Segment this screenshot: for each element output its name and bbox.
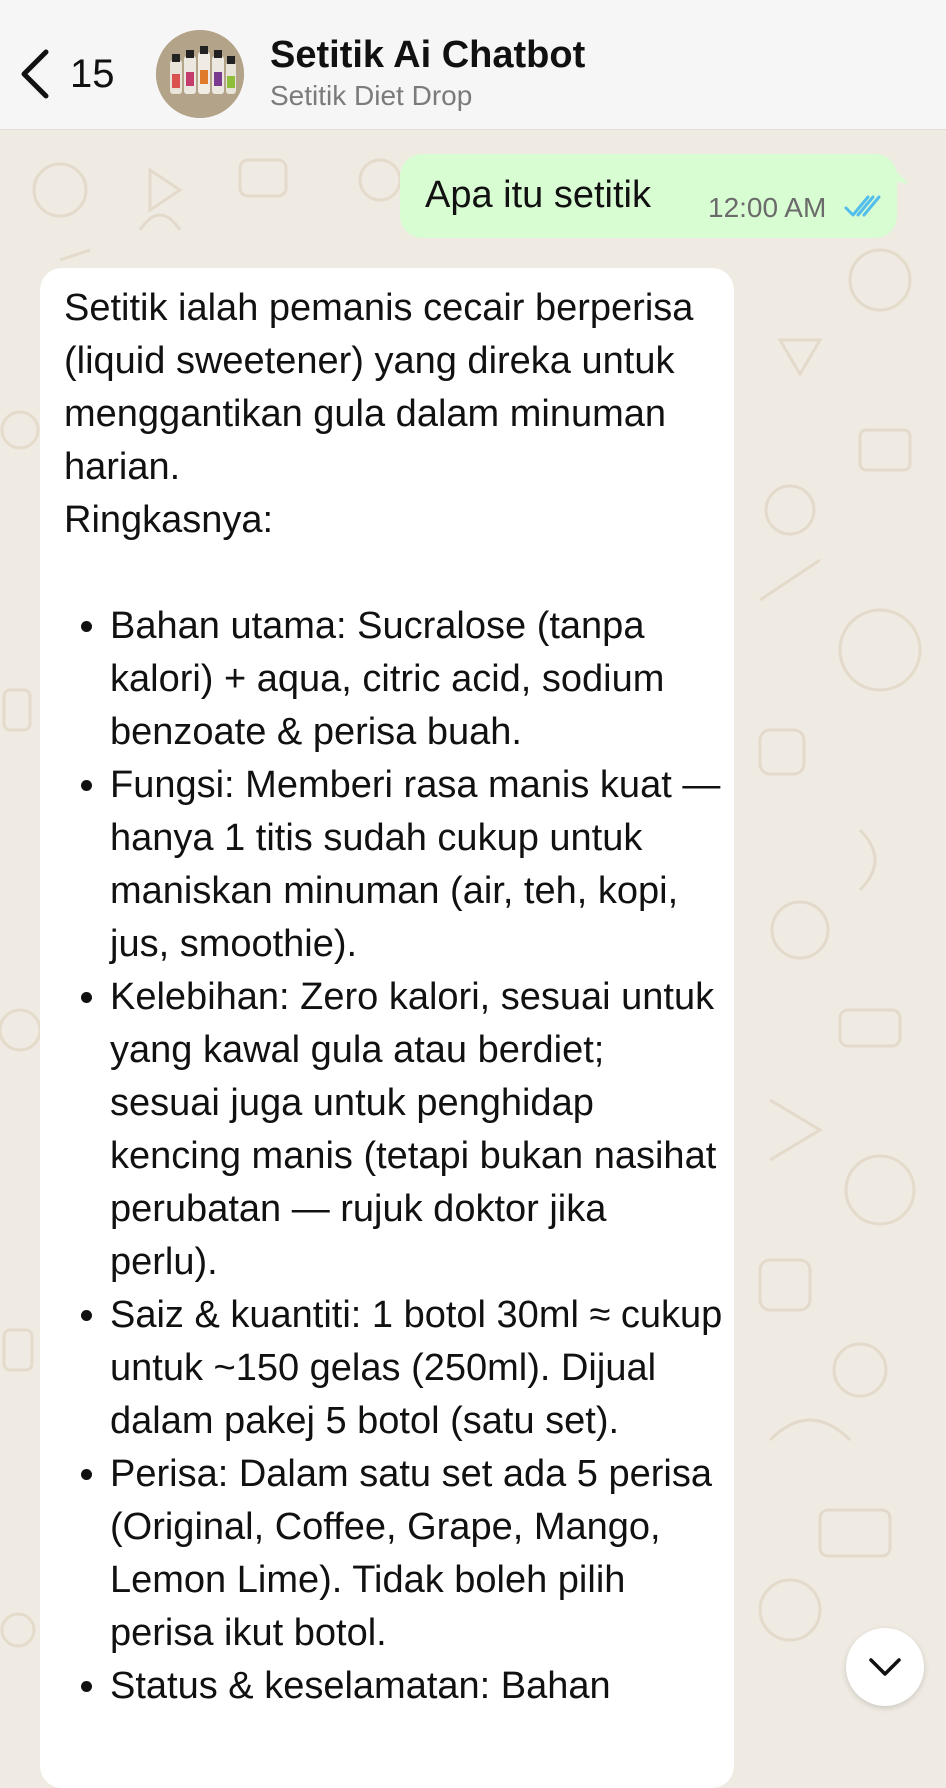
list-item: • Fungsi: Memberi rasa manis kuat — hanya 1 titis sudah cukup untuk maniskan minuman (air, teh, kopi, jus, smoothie). [110, 759, 724, 971]
incoming-message[interactable] [40, 268, 734, 1788]
summary-list [64, 600, 724, 1713]
chat-header [0, 0, 946, 130]
unread-count: 15 [70, 51, 115, 96]
outgoing-message[interactable] [400, 154, 897, 238]
message-time: 12:00 AM [708, 192, 827, 223]
list-item: • Status & keselamatan: Bahan [110, 1660, 724, 1713]
message-intro: Setitik ialah pemanis cecair berperisa (liquid sweetener) yang direka untuk menggantikan gula dalam minuman harian. [64, 287, 694, 488]
contact-subtitle: Setitik Diet Drop [270, 80, 473, 111]
list-item: • Saiz & kuantiti: 1 botol 30ml ≈ cukup untuk ~150 gelas (250ml). Dijual dalam pakej 5 botol (satu set). [110, 1289, 724, 1448]
double-check-icon [844, 194, 884, 218]
chevron-left-icon [18, 48, 52, 100]
list-item: • Kelebihan: Zero kalori, sesuai untuk yang kawal gula atau berdiet; sesuai juga untuk penghidap kencing manis (tetapi bukan nasihat perubatan — rujuk doktor jika perlu). [110, 971, 724, 1289]
list-item: • Bahan utama: Sucralose (tanpa kalori) + aqua, citric acid, sodium benzoate & perisa buah. [110, 600, 724, 759]
summary-label: Ringkasnya: [64, 499, 274, 541]
scroll-to-bottom-button[interactable] [846, 1628, 924, 1706]
chevron-down-icon [868, 1656, 902, 1678]
contact-name[interactable]: Setitik Ai Chatbot [270, 34, 586, 76]
message-text: Apa itu setitik [425, 174, 651, 216]
back-button[interactable] [18, 44, 128, 104]
message-body [64, 282, 724, 1713]
bubble-tail [879, 154, 909, 184]
list-item: • Perisa: Dalam satu set ada 5 perisa (Original, Coffee, Grape, Mango, Lemon Lime). Tidak boleh pilih perisa ikut botol. [110, 1448, 724, 1660]
avatar[interactable] [156, 30, 244, 118]
